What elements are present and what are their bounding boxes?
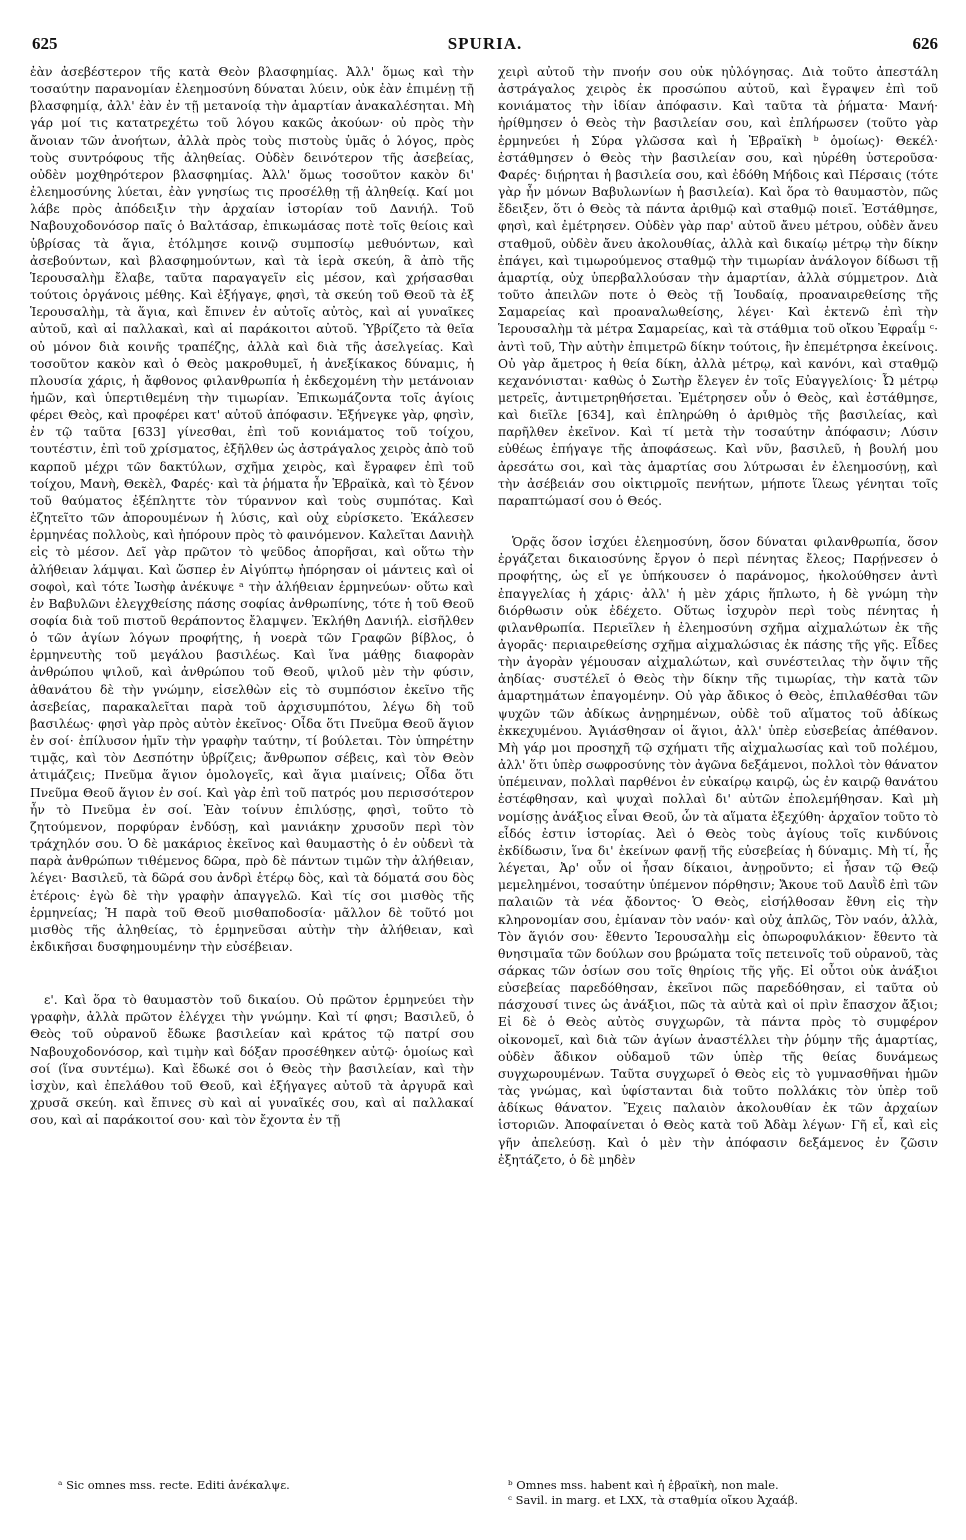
page-number-right: 626 bbox=[912, 34, 938, 53]
left-paragraph-1: ἐὰν ἀσεβέστερον τῆς κατὰ Θεὸν βλασφημίας. Ἀλλ' ὅμως καὶ τὴν τοσαύτην παρανομίαν ἐλεημοσύνη δύναται λύειν, οὐκ ἐὰν ἐπιμένῃ τῇ βλασφημίᾳ, ἀλλ' ἐὰν ἐν τῇ μετανοίᾳ τὴν ἁμαρτίαν ἀνακαλέσηται. Μὴ γάρ μοί τις κατατρεχέτω τοῦ λόγου κακῶς ἀκούων· οὐ πρὸς τὴν ἄνοιαν τῶν ἀνοήτων, ἀλλὰ πρὸς τοὺς πιστοὺς ὑμᾶς ὁ λόγος, πρὸς τοὺς συντρόφους τῆς ἀληθείας. Οὐδὲν δεινότερον τῆς ἀσεβείας, οὐδὲν μοχθηρότερον βλασφημίας. Ἀλλ' ὅμως τοσοῦτον κακὸν δι' ἐλεημοσύνης λύεται, ἐὰν γνησίως τις προσέλθῃ τῇ ἀληθείᾳ. Καί μοι λάβε πρὸς ἀπόδειξιν τὴν ἀρχαίαν ἱστορίαν τοῦ Δανιήλ. Τοῦ Ναβουχοδονόσορ παῖς ὁ Βαλτάσαρ, ἐπικωμάσας ποτὲ τοῖς θείοις καὶ ὑβρίσας τὰ ἅγια, ἐτόλμησε κοινῷ συμποσίῳ μεθυόντων, καὶ ἀσεβούντων, καὶ βλασφημούντων, καὶ τὰ ἱερὰ σκεύη, ἃ ἀπὸ τῆς Ἱερουσαλὴμ ἔλαβε, ταῦτα παραγαγεῖν εἰς μέσον, καὶ χρήσασθαι τούτοις ὀργάνοις μέθης. Καὶ ἐξήγαγε, φησὶ, τὰ σκεύη τοῦ Θεοῦ τὰ ἐξ Ἱερουσαλὴμ, τὰ ἅγια, καὶ ἔπινεν ἐν αὐτοῖς αὐτὸς, καὶ αἱ γυναῖκες αὐτοῦ, καὶ αἱ παλλακαὶ, καὶ αἱ παράκοιτοι αὐτοῦ. Ὑβρίζετο τὰ θεῖα οὐ μόνον διὰ κοινῆς τραπέζης, ἀλλὰ καὶ διὰ τῆς ἀσελγείας. Καὶ τοσοῦτον κακὸν καὶ ὁ Θεὸς μακροθυμεῖ, ἡ ἀνεξίκακος δύναμις, ἡ πλουσία χάρις, ἡ ἄφθονος φιλανθρωπία ἡ ἐκδεχομένη τὴν μετάνοιαν ἡμῶν, καὶ ὑπερτιθεμένη τὴν τιμωρίαν. Ἐπικωμάζοντα τοῖς ἁγίοις φέρει Θεὸς, καὶ προφέρει κατ' αὐτοῦ ἀπόφασιν. Ἐξήνεγκε γὰρ, φησὶν, ἐν τῷ ταῦτα [633] γίνεσθαι, ἐπὶ τοῦ κονιάματος τοῦ τοίχου, τουτέστιν, ἐπὶ τοῦ χρίσματος, ἐξῆλθεν ὡς ἀστράγαλος χειρὸς ἀπὸ τοῦ καρποῦ μέχρι τῶν δακτύλων, σχῆμα χειρὸς, καὶ ἔγραφεν ἐπὶ τοῦ τοίχου, Μανὴ, Θεκὲλ, Φαρές· καὶ τὰ ῥήματα ἦν Ἑβραϊκὰ, καὶ τὸ ξένον τοῦ θαύματος ἐξέπληττε τὸν τύραννον καὶ τοὺς συμπότας. Καὶ ἐζητεῖτο τῶν ἀπορουμένων ἡ λύσις, καὶ οὐχ εὑρίσκετο. Ἐκάλεσεν ἑρμηνέας πολλοὺς, καὶ ἠπόρουν πρὸς τὸ φαινόμενον. Καλεῖται Δανιὴλ εἰς τὸ μέσον. Δεῖ γὰρ πρῶτον τὸ ψεῦδος ἀπορῆσαι, καὶ οὕτω τὴν ἀλήθειαν λάμψαι. Καὶ ὥσπερ ἐν Αἰγύπτῳ ἠπόρησαν οἱ μάντεις καὶ οἱ σοφοὶ, καὶ τότε Ἰωσὴφ ἀνέκυψε ᵃ τὴν ἀλήθειαν ἑρμηνεύων· οὕτω καὶ ἐν Βαβυλῶνι ἐλεγχθείσης πάσης σοφίας ἀνθρωπίνης, τότε ἡ τοῦ Θεοῦ σοφία διὰ τοῦ πιστοῦ θεράποντος ἔλαμψεν. Ἐκλήθη Δανιήλ. εἰσῆλθεν ὁ τῶν ἁγίων λόγων προφήτης, ἡ νοερὰ τῶν Γραφῶν βίβλος, ὁ ἑρμηνευτὴς τοῦ μεγάλου βασιλέως. Καὶ ἵνα μάθῃς διαφορὰν ἀνθρώπου ψιλοῦ, καὶ ἀνθρώπου τοῦ Θεοῦ, ψιλοῦ μὲν τὴν φύσιν, ἀθανάτου δὲ τὴν γνώμην, εἰσελθὼν εἰς τὸ συμπόσιον ἐκεῖνο τῆς ἀσεβείας, παρακαλεῖται παρὰ τοῦ ἀρχισυμπότου, λέγω δὴ τοῦ βασιλέως· φησὶ γὰρ πρὸς αὐτὸν ἐκεῖνος· Οἶδα ὅτι Πνεῦμα Θεοῦ ἅγιον ἐν σοί· ἐπίλυσον ἡμῖν τὴν γραφὴν ταύτην, τί βούλεται. Τὸν ὑπηρέτην τιμᾷς, καὶ τὸν Δεσπότην ὑβρίζεις; ἄνθρωπον σέβεις, καὶ τὸν Θεὸν ἀτιμάζεις; Πνεῦμα ἅγιον ὁμολογεῖς, καὶ ἅγια μιαίνεις; Οἶδα ὅτι Πνεῦμα Θεοῦ ἅγιον ἐν σοί. Καὶ γὰρ ἐπὶ τοῦ πατρός μου περισσότερον ἦν τὸ Πνεῦμα ἐν σοί. Ἐὰν τοίνυν ἐπιλύσῃς, φησὶ, τοῦτο τὸ ζητούμενον, πορφύραν ἐνδύσῃ, καὶ μανιάκην χρυσοῦν περὶ τὸν τράχηλόν σου. Ὁ δὲ μακάριος ἐκεῖνος καὶ θαυμαστὴς ὁ ἐν οὐδενὶ τὰ παρὰ ἀνθρώπων τιθέμενος δῶρα, πρὸ δὲ πάντων τιμῶν τὴν ἀλήθειαν, λέγει· Βασιλεῦ, τὰ δῶρά σου ἀνδρὶ ἑτέρῳ δὸς, καὶ τὰ δόματά σου δὸς ἑτέροις· ἐγὼ δὲ τὴν γραφὴν ἀπαγγελῶ. Καὶ τίς σοι μισθὸς τῆς ἑρμηνείας; Ἡ παρὰ τοῦ Θεοῦ μισθαποδοσία· μᾶλλον δὲ τοῦτό μοι μισθὸς τῆς ἀληθείας, τὸ ἑρμηνεῦσαι αὐτὴν τὴν ἀλήθειαν, καὶ ἐκδικῆσαι δυσφημουμένην τὴν εὐσέβειαν. bbox=[30, 65, 474, 954]
footnotes-right bbox=[508, 1478, 948, 1508]
right-paragraph-2: Ὁρᾷς ὅσον ἰσχύει ἐλεημοσύνη, ὅσον δύναται φιλανθρωπία, ὅσον ἐργάζεται δικαιοσύνης ἔργον ὁ περὶ πένητας ἔλεος; Παρῄνεσεν ὁ προφήτης, ὡς εἴ γε ὑπήκουσεν ὁ παράνομος, ἠκολούθησεν ἀντὶ ἐπαγγελίας ἡ χάρις· ἀλλ' ἡ μὲν χάρις ἥπλωτο, ἡ δὲ γνώμη τὴν διόρθωσιν οὐκ ἐδέχετο. Οὕτως ἰσχυρὸν περὶ τοὺς πένητας ἡ φιλανθρωπία. Περιεῖλεν ἡ ἐλεημοσύνη σχῆμα αἰχμαλώτων ἐκ τῆς ἀγορᾶς· περιαιρεθείσης σχῆμα αἰχμαλώσιας ἐκ πάσης τῆς γῆς. Εἶδες τὴν ἀγορὰν γέμουσαν αἰχμαλώτων, καὶ συνέστειλας τὴν ὄψιν τῆς ἀηδίας· συστέλεῖ ὁ Θεὸς τὴν δίκην τῆς τιμωρίας, τὴν κατὰ τῶν ἁμαρτημάτων ἐπαγομένην. Οὐ γὰρ ἄδικος ὁ Θεὸς, ἐπιλαθέσθαι τῶν ψυχῶν τῶν ἀδίκως ἀνῃρημένων, οὐδὲ τοῦ αἵματος τοῦ ἀδίκως ἐκκεχυμένου. Ἀγιάσθησαν οἱ ἅγιοι, ἀλλ' ὑπὲρ εὐσεβείας ἀπέθανον. Μὴ γάρ μοι προσηχῆ τῷ σχήματι τῆς αἰχμαλωσίας καὶ τοῦ πολέμου, ἀλλ' ὅτι ὑπὲρ σωφροσύνης τὸν ἀγῶνα δεξάμενοι, πολλοὶ τὸν θάνατον ὑπέμειναν, πολλαὶ παρθένοι ἐν εὐκαίρῳ καιρῷ, ὡς ἐν καιρῷ θανάτου ἐστέφθησαν, καὶ ψυχαὶ πολλαὶ δι' αὐτῶν ἐπολεμήθησαν. Καὶ μὴ νομίσῃς ἀνάξιος εἶναι Θεοῦ, ὧν τὰ αἵματα ἐξεχύθη· ἀρχαῖον τοῦτο τὸ εἶδός ἐστιν ἱστορίας. Ἀεὶ ὁ Θεὸς τοὺς ἁγίους τοῖς κινδύνοις ἐκδίδωσιν, ἵνα δι' ἐκείνων φανῇ τῆς εὐσεβείας ἡ δύναμις. Μὴ τί, ἦς λέγεται, Ἀρ' οὖν οἱ ἦσαν δίκαιοι, ἀνῃροῦντο; εἰ ἦσαν τῷ Θεῷ μεμελημένοι, τοσαύτην ὑπέμενον πόρθησιν; Ἄκουε τοῦ Δαυῒδ ἐπὶ τῶν παλαιῶν τὰ νέα ᾄδοντος· Ὁ Θεὸς, εἰσήλθοσαν ἔθνη εἰς τὴν κληρονομίαν σου, ἐμίαναν τὸν ναόν· καὶ οὐχ ἁπλῶς, Τὸν ναόν, ἀλλὰ, Τὸν ἅγιόν σου· ἔθεντο Ἱερουσαλὴμ εἰς ὀπωροφυλάκιον· ἔθεντο τὰ θνησιμαῖα τῶν δούλων σου βρώματα τοῖς πετεινοῖς τοῦ οὐρανοῦ, τὰς σάρκας τῶν ὁσίων σου τοῖς θηρίοις τῆς γῆς. Εἰ οὖτοι οὐκ ἀνάξιοι εὐσεβείας παρεδόθησαν, ἐκεῖνοι πῶς παρεδόθησαν, εἰ ταῦτα οὐ πάσχουσί τινες ὡς ἀνάξιοι, πῶς τὰ αὐτὰ καὶ οἱ πρὶν ἔπασχον ἄξιοι; Εἰ δὲ ὁ Θεὸς αὐτὸς συγχωρῶν, τὰ πάντα πρὸς τὸ συμφέρον οἰκονομεῖ, καὶ διὰ τῶν ἁγίων ἀναστέλλει τὴν ῥύμην τῆς ἁμαρτίας, οὐδὲν ἄδικον οὐδαμοῦ τῶν ὑπὲρ τῆς θείας δυνάμεως συγχωρουμένων. Ταῦτα συγχωρεῖ ὁ Θεὸς εἰς τὸ γυμνασθῆναι ἡμῶν τὰς γνώμας, καὶ ὑφίστανται διὰ τοῦτο πολλάκις τὸν ὑπὲρ τοῦ ἀδίκως θάνατον. Ἔχεις παλαιὸν ἀκολουθίαν ἐκ τῶν ἀρχαίων ἱστοριῶν. Ἀποφαίνεται ὁ Θεὸς κατὰ τοῦ Ἀδὰμ λέγων· Γῆ εἶ, καὶ εἰς γῆν ἀπελεύσῃ. Καὶ ὁ μὲν τὴν ἀπόφασιν δεξάμενος ἐν ζῶσιν ἐξητάζετο, ὁ δὲ μηδὲν bbox=[498, 535, 938, 1167]
right-column bbox=[498, 64, 938, 1169]
left-paragraph-2: ε'. Καὶ ὅρα τὸ θαυμαστὸν τοῦ δικαίου. Οὐ πρῶτον ἑρμηνεύει τὴν γραφὴν, ἀλλὰ πρῶτον ἐλέγχει τὴν γνώμην. Καὶ τί φησι; Βασιλεῦ, ὁ Θεὸς τοῦ οὐρανοῦ ἔδωκε βασιλείαν καὶ κράτος τῷ πατρί σου Ναβουχοδονόσορ, καὶ τιμὴν καὶ δόξαν προσέθηκεν αὐτῷ· ὁμοίως καὶ σοί (ἵνα συντέμω). Καὶ ἔδωκέ σοι ὁ Θεὸς τὴν βασιλείαν, καὶ τὴν ἰσχὺν, καὶ ἐπελάθου τοῦ Θεοῦ, καὶ ἐξήγαγες αὐτοῦ τὰ ἀργυρᾶ καὶ χρυσᾶ σκεύη. καὶ ἔπινες σὺ καὶ αἱ γυναῖκές σου, καὶ αἱ παλλακαί σου, καὶ αἱ παράκοιτοί σου· καὶ τὸν ἔχοντα ἐν τῇ bbox=[30, 993, 474, 1128]
footnotes bbox=[30, 1478, 938, 1518]
left-column bbox=[30, 64, 474, 1129]
footnote-c: ᶜ Savil. in marg. et LXX, τὰ σταθμία οἴκου Ἀχαάβ. bbox=[508, 1493, 798, 1507]
footnote-a: ᵃ Sic omnes mss. recte. Editi ἀνέκαλψε. bbox=[58, 1478, 290, 1492]
running-title: SPURIA. bbox=[447, 34, 523, 53]
page-header bbox=[32, 30, 938, 58]
right-paragraph-1: χειρὶ αὐτοῦ τὴν πνοήν σου οὐκ ηὐλόγησας. Διὰ τοῦτο ἀπεστάλη ἀστράγαλος χειρὸς ἐκ προσώπου αὐτοῦ, καὶ ἔγραψεν ἐπὶ τοῦ κονιάματος τὴν ἰδίαν ἀπόφασιν. Καὶ ταῦτα τὰ ῥήματα· Μανή· ἠρίθμησεν ὁ Θεὸς τὴν βασιλείαν σου, καὶ ἐπλήρωσεν (τοῦτο γὰρ ἑρμηνεύει ἡ Σύρα γλῶσσα καὶ ἡ Ἑβραϊκὴ ᵇ ὁμοίως)· Θεκέλ· ἐστάθμησεν ὁ Θεὸς τὴν βασιλείαν σου, καὶ ηὑρέθη ὑστεροῦσα· Φαρές· διῄρηται ἡ βασιλεία σου, καὶ ἐδόθη Μήδοις καὶ Πέρσαις (τότε γὰρ ἦν μόνων Βαβυλωνίων ἡ βασιλεία). Καὶ ὅρα τὸ θαυμαστὸν, πῶς ἔδειξεν, ὅτι ὁ Θεὸς τὰ πάντα ἀριθμῷ καὶ σταθμῷ ποιεῖ. Ἐστάθμησε, φησὶ, καὶ ἐμέτρησεν. Οὐδὲν γὰρ παρ' αὐτοῦ ἄνευ μέτρου, οὐδὲν ἄνευ σταθμοῦ, οὐδὲν ἄνευ ἀκολουθίας, ἀλλὰ καὶ δικαίῳ μέτρῳ τὴν δίκην ἐπάγει, καὶ τιμωρούμενος σταθμῷ τὴν τιμωρίαν ἀνάλογον δίδωσι τῇ ἁμαρτίᾳ, οὐχ ὑπερβαλλούσαν τὴν ἁμαρτίαν, ἀλλὰ σύμμετρον. Διὰ τοῦτο ἀπειλῶν ποτε ὁ Θεὸς τῇ Ἰουδαίᾳ, προαναιρεθείσης τῆς Σαμαρείας καὶ προαναλωθείσης, λέγει· Καὶ ἐκτενῶ ἐπὶ τὴν Ἱερουσαλὴμ τὰ μέτρα Σαμαρείας, καὶ τὰ στάθμια τοῦ οἴκου Ἐφραΐμ ᶜ· ἀντὶ τοῦ, Τὴν αὐτὴν ἐπιμετρῶ δίκην τούτοις, ἣν ἐπεμέτρησα ἐκείνοις. Οὐ γὰρ ἄμετρος ἡ θεία δίκη, ἀλλὰ μέτρῳ, καὶ κανόνι, καὶ σταθμῷ κεχανόνισται· καθὼς ὁ Σωτὴρ ἔλεγεν ἐν τοῖς Εὐαγγελίοις· Ὦ μέτρῳ μετρεῖς, ἀντιμετρηθήσεται. Ἐμέτρησεν οὖν ὁ Θεὸς, καὶ ἐστάθμησε, καὶ διεῖλε [634], καὶ ἐπληρώθη ὁ ἀριθμὸς τῆς βασιλείας, καὶ παρῆλθεν ἐκεῖνον. Καὶ τί μετὰ τὴν τοσαύτην ἀπόφασιν; Λύσιν εὐθέως ἐπήγαγε τῆς ἀποφάσεως. Καὶ νῦν, βασιλεῦ, ἡ βουλή μου ἀρεσάτω σοι, καὶ τὰς ἁμαρτίας σου λύτρωσαι ἐν ἐλεημοσύνῃ, καὶ τὴν ἀσέβειάν σου οἰκτιρμοῖς πενήτων, μήποτε ἵλεως γένηται τοῖς παραπτώμασί σου ὁ Θεός. bbox=[498, 65, 938, 508]
page-number-left: 625 bbox=[32, 34, 58, 53]
footnote-b: ᵇ Omnes mss. habent καὶ ἡ ἑβραϊκὴ, non male. bbox=[508, 1478, 779, 1492]
